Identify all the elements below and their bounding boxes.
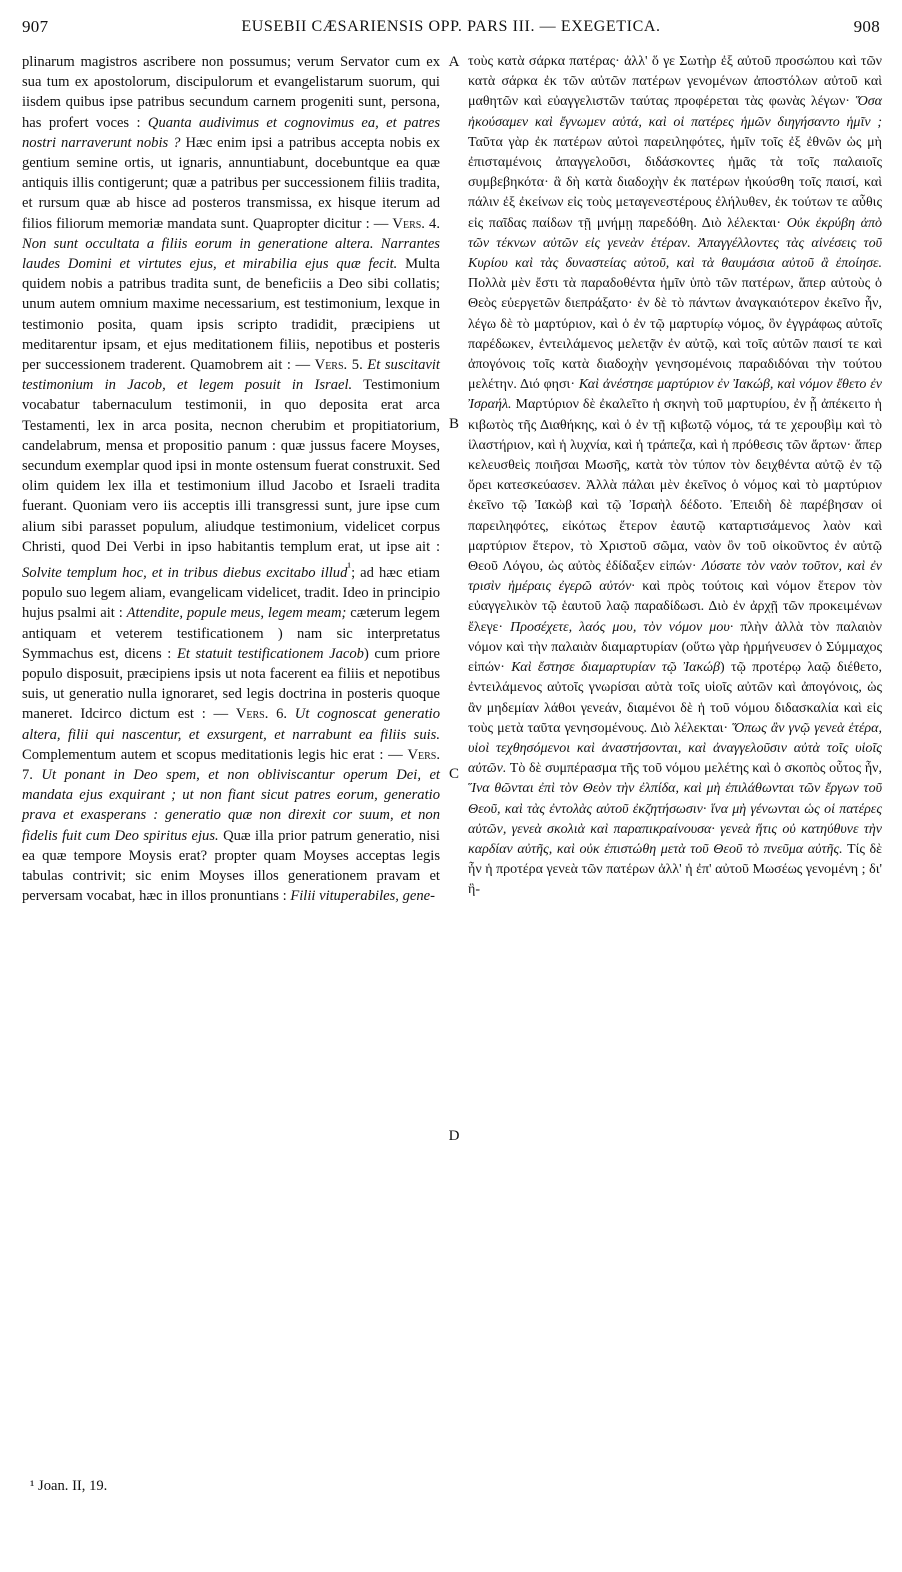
verse-label: Vers. 4. [392,215,440,232]
page-number-right: 908 [853,17,880,36]
latin-quotation: Solvite templum hoc, et in tribus diebus excitabo illud [22,564,348,581]
greek-text: Μαρτύριον δὲ ἐκαλεῖτο ἡ σκηνὴ τοῦ μαρτυρίου, ἐν ᾗ ἀπέκειτο ἡ κιβωτὸς τῆς Διαθήκης, καὶ ὁ ἐν τῇ κιβωτῷ νόμος, τά τε χερουβὶμ καὶ τὸ ἱλαστήριον, καὶ ἡ λυχνία, καὶ ἡ τράπεζα, καὶ ἡ πρόθεσις τῶν ἄρτων· ἅπερ κελευσθεὶς ποιῆσαι Μωσῆς, κατὰ τὸν τύπον τὸν δειχθέντα αὐτῷ ἐν τῷ ὄρει κατεσκεύασεν. Ἀλλὰ πάλαι μὲν ἐκεῖνος ὁ νόμος καὶ τὸ μαρτύριον ἐκεῖνο τῷ Ἰακὼβ καὶ τῷ Ἰσραὴλ δέδοτο. Ἐπειδὴ δὲ παρέβησαν οἱ παρειληφότες, εἰκότως ἕτερον ἑαυτῷ καταρτισάμενος λαὸν καὶ μαρτύριον ἕτερον, τὸ Χριστοῦ σῶμα, ναὸν ὂν τοῦ οἰκοῦντος ἐν αὐτῷ Θεοῦ Λόγου, ὡς αὐτὸς ἐδίδαξεν εἰπών· [468,397,882,575]
greek-text: ) τῷ προτέρῳ λαῷ διέθετο, ἐντειλάμενος αὐτοῖς γνωρίσαι αὐτὰ τοῖς υἱοῖς αὐτῶν καὶ ἀπογόνοις, ὡς ἂν μηδεμίαν λάθοι γενεάν, διαμένοι δὲ ἡ τοῦ νόμου διδασκαλία καὶ εἰς τοὺς μετὰ ταῦτα γενησομένους. Διὸ λέλεκται· [468,660,883,736]
greek-quotation: Ὅσα ἠκούσαμεν καὶ ἔγνωμεν αὐτά, καὶ οἱ πατέρες ἡμῶν διηγήσαντο ἡμῖν ; [468,94,882,130]
running-header [22,14,880,40]
greek-quotation: Καὶ ἔστησε διαμαρτυρίαν τῷ Ἰακώβ [511,660,720,676]
latin-text: Multa quidem nobis a patribus tradita sunt, de beneficiis a Deo sibi collatis; unum autem omnium maxime necessarium, est testimonium, lexque in testimonio posita, quam ipsis scripto tradidit, præcipiens ut meditarentur ipsam, et ejus meditationem filiis, nepotibus et posteris per successionem traderent. Quamobrem ait : — [22,256,440,374]
latin-quotation: Quanta audivimus et cognovimus ea, et patres nostri narraverunt nobis ? [22,114,440,151]
latin-quotation: Filii vituperabiles, gene- [290,888,435,905]
greek-text: Πολλὰ μὲν ἔστι τὰ παραδοθέντα ἡμῖν ὑπὸ τῶν πατέρων, ἅπερ αὐτοὺς ὁ Θεὸς εὐεργετῶν διεπράξατο· ἐν δὲ τὸ πάντων ἀναγκαιότερον ἐκεῖνο ἦν, λέγω δὲ τὸ μαρτύριον, καὶ ὁ ἐν τῷ μαρτυρίῳ νόμος, ὃν ἐγγράφως αὐτοῖς παρέδωκεν, ἐντειλάμενος μελετᾷν ἐν αὐτῷ, καὶ τοῖς αὐτῶν παισί τε καὶ ἀπογόνοις τοῖς κατὰ διαδοχὴν γενησομένοις παραδιδόναι τὴν τούτου μελέτην. Διό φησι· [468,276,882,393]
latin-text: Hæc enim ipsi a patribus accepta nobis ex gentium semine ortis, ut ignaris, annuntiabunt, docebuntque ea quæ antiquis illis contigerunt; quæ a patribus per successionem filiis tradita, et rursum quæ ab hisce ad posteros transmissa, ex hisque iterum ad filios filiorum memoriæ mandata sunt. Quapropter dicitur : — [22,134,440,232]
greek-quotation: Ἵνα θῶνται ἐπὶ τὸν Θεὸν τὴν ἐλπίδα, καὶ μὴ ἐπιλάθωνται τῶν ἔργων τοῦ Θεοῦ, καὶ τὰς ἐντολὰς αὐτοῦ ἐκζητήσωσιν· ἵνα μὴ γένωνται ὡς οἱ πατέρες αὐτῶν, γενεὰ σκολιὰ καὶ παραπικραίνουσα· γενεὰ ἥτις οὐ κατηύθυνε τὴν καρδίαν αὐτῆς, καὶ οὐκ ἐπιστώθη μετὰ τοῦ Θεοῦ τὸ πνεῦμα αὐτῆς. [468,781,882,857]
margin-marker-d: D [448,1128,460,1144]
running-title: EUSEBII CÆSARIENSIS OPP. PARS III. — EXEGETICA. [241,18,661,35]
latin-text: ; ad hæc etiam populo suo legem aliam, evangelicam videlicet, tradit. Ideo in principio hujus psalmi ait : [22,564,440,622]
latin-text: cæterum legem antiquam et veterem testificationem ) nam sic interpretatus Symmachus est, dicens : [22,605,440,662]
greek-quotation: Λύσατε τὸν ναὸν τοῦτον, καὶ ἐν τρισὶν ἡμέραις ἐγερῶ αὐτόν· [468,559,882,595]
greek-text: Τὸ δὲ συμπέρασμα τῆς τοῦ νόμου μελέτης καὶ ὁ σκοπὸς οὗτος ἦν, [506,761,882,777]
latin-column [22,52,440,906]
greek-paragraph [468,52,882,901]
verse-label: Vers. 7. [22,746,440,783]
greek-quotation: Οὐκ ἐκρύβη ἀπὸ τῶν τέκνων αὐτῶν εἰς γενεὰν ἑτέραν. Ἀπαγγέλλοντες τὰς αἰνέσεις τοῦ Κυρίου καὶ τὰς δυναστείας αὐτοῦ, καὶ τὰ θαυμάσια αὐτοῦ ἃ ἐποίησε. [468,215,883,272]
greek-text: τοὺς κατὰ σάρκα πατέρας· ἀλλ' ὅ γε Σωτὴρ ἐξ αὐτοῦ προσώπου καὶ τῶν κατὰ σάρκα ἐκ τῶν αὐτῶν πατέρων γενομένων ἀποστόλων αὐτοῦ καὶ μαθητῶν καὶ εὐαγγελιστῶν ταύτας προφέρεται τὰς φωνὰς λέγων· [468,54,882,110]
latin-quotation: Ut cognoscat generatio altera, filii qui nascentur, et exsurgent, et narrabunt ea filiis suis. [22,706,440,743]
latin-quotation: Ut ponant in Deo spem, et non obliviscantur operum Dei, et mandata ejus exquirant ; ut non fiant sicut patres eorum, generatio prava et exasperans : generatio quæ non direxit cor suum, et non fidelis fuit cum Deo spiritus ejus. [22,766,440,844]
latin-text: Testimonium vocabatur tabernaculum testimonii, in quo deposita erat arca Testamenti, lex in arca posita, necnon cherubim et propitiatorium, candelabrum, mensa et propositio panum : quæ jussus facere Moyses, secundum exemplar quod ipsi in monte ostensum fuerat construxit. Sed olim quidem lex illa et testimonium illud Jacobo et Israeli tradita fuerant. Quoniam vero iis acceptis illi transgressi sunt, jure ipse cum alium sibi parasset populum, aliudque testimonium, videlicet corpus Christi, quod Dei Verbi in ipso habitantis templum erat, ut ipse ait : [22,377,440,555]
latin-quotation: Et statuit testificationem Jacob [176,645,364,662]
verse-label: Vers. 5. [314,357,363,374]
margin-marker-c: C [448,766,459,782]
latin-text: ) cum priore populo disposuit, præcipiens ipsis ut nota facerent ea filiis et nepotibus suis, ut generatio nulla ignoraret, sed legis doctrina in posteris quoque maneret. Idcirco dictum est : — [22,645,440,723]
footnote: ¹ Joan. II, 19. [30,1478,108,1494]
latin-paragraph [22,52,440,906]
greek-quotation: Καὶ ἀνέστησε μαρτύριον ἐν Ἰακώβ, καὶ νόμον ἔθετο ἐν Ἰσραήλ. [468,377,882,413]
footnote-reference[interactable]: ¹ [347,560,352,575]
greek-column [468,52,882,901]
margin-marker-b: B [448,416,459,432]
latin-quotation: Non sunt occultata a filiis eorum in generatione altera. Narrantes laudes Domini et virtutes ejus, et mirabilia ejus quæ fecit. [22,235,440,273]
latin-text: plinarum magistros ascribere non possumus; verum Servator cum ex sua tum ex apostolorum, discipulorum et evangelistarum suorum, qui iisdem quibus ipse patribus secundum carnem progeniti sunt, persona, has profert voces : [22,54,440,131]
latin-text: Complementum autem et scopus meditationis legis hic erat : — [22,746,408,763]
verse-label: Vers. 6. [235,706,288,723]
greek-text: Ταῦτα γὰρ ἐκ πατέρων αὐτοὶ παρειληφότες, ἡμῖν τοῖς ἐξ ἐθνῶν ὡς μὴ ἐπισταμένοις ἀπαγγελοῦσι, διδάσκοντες ἡμᾶς τὰ τοῖς παλαιοῖς συμβεβηκότα· ἃ δὴ κατὰ διαδοχὴν ἐκ πατέρων ἠκούσθη τοῖς παισί, καὶ πάλιν ἐξ ἐκείνων εἰς τοὺς μεταγενεστέρους ἐλήλυθεν, ἐκ τούτων τε αὖθις εἰς παῖδας παίδων τῇ μνήμῃ παρεδόθη. Διὸ λέλεκται· [468,134,882,231]
greek-text: πλὴν ἀλλὰ τὸν παλαιὸν νόμον καὶ τὴν παλαιὰν διαμαρτυρίαν (οὕτω γὰρ ἡρμήνευσεν ὁ Σύμμαχος εἰπών· [468,619,882,676]
latin-quotation: Attendite, popule meus, legem meam; [126,605,347,622]
page-number-left: 907 [22,17,49,36]
latin-text: Quæ illa prior patrum generatio, nisi ea quæ tempore Moysis erat? propter quam Moyses acceptas legis tabulas contrivit; sic enim Moyses illos generationem pravam et perversam vocabat, hæc in illos pronuntians : [22,827,440,905]
greek-text: καὶ πρὸς τούτοις καὶ νόμον ἕτερον τὸν εὐαγγελικὸν τῷ ἑαυτοῦ λαῷ παραδίδωσι. Διὸ ἐν ἀρχῇ τῶν προκειμένων ἔλεγε· [468,579,882,635]
greek-quotation: Προσέχετε, λαός μου, τὸν νόμον μου· [510,619,734,635]
margin-marker-a: A [448,54,460,70]
greek-quotation: Ὅπως ἂν γνῷ γενεὰ ἑτέρα, υἱοὶ τεχθησόμενοι καὶ ἀναστήσονται, καὶ ἀναγγελοῦσιν αὐτὰ τοῖς υἱοῖς αὐτῶν. [468,720,882,777]
latin-quotation: Et suscitavit testimonium in Jacob, et legem posuit in Israel. [22,357,440,394]
greek-text: Τίς δὲ ἦν ἡ προτέρα γενεὰ τῶν πατέρων ἀλλ' ἡ ἐπ' αὐτοῦ Μωσέως γενομένη ; δι' ἣ- [468,841,882,898]
